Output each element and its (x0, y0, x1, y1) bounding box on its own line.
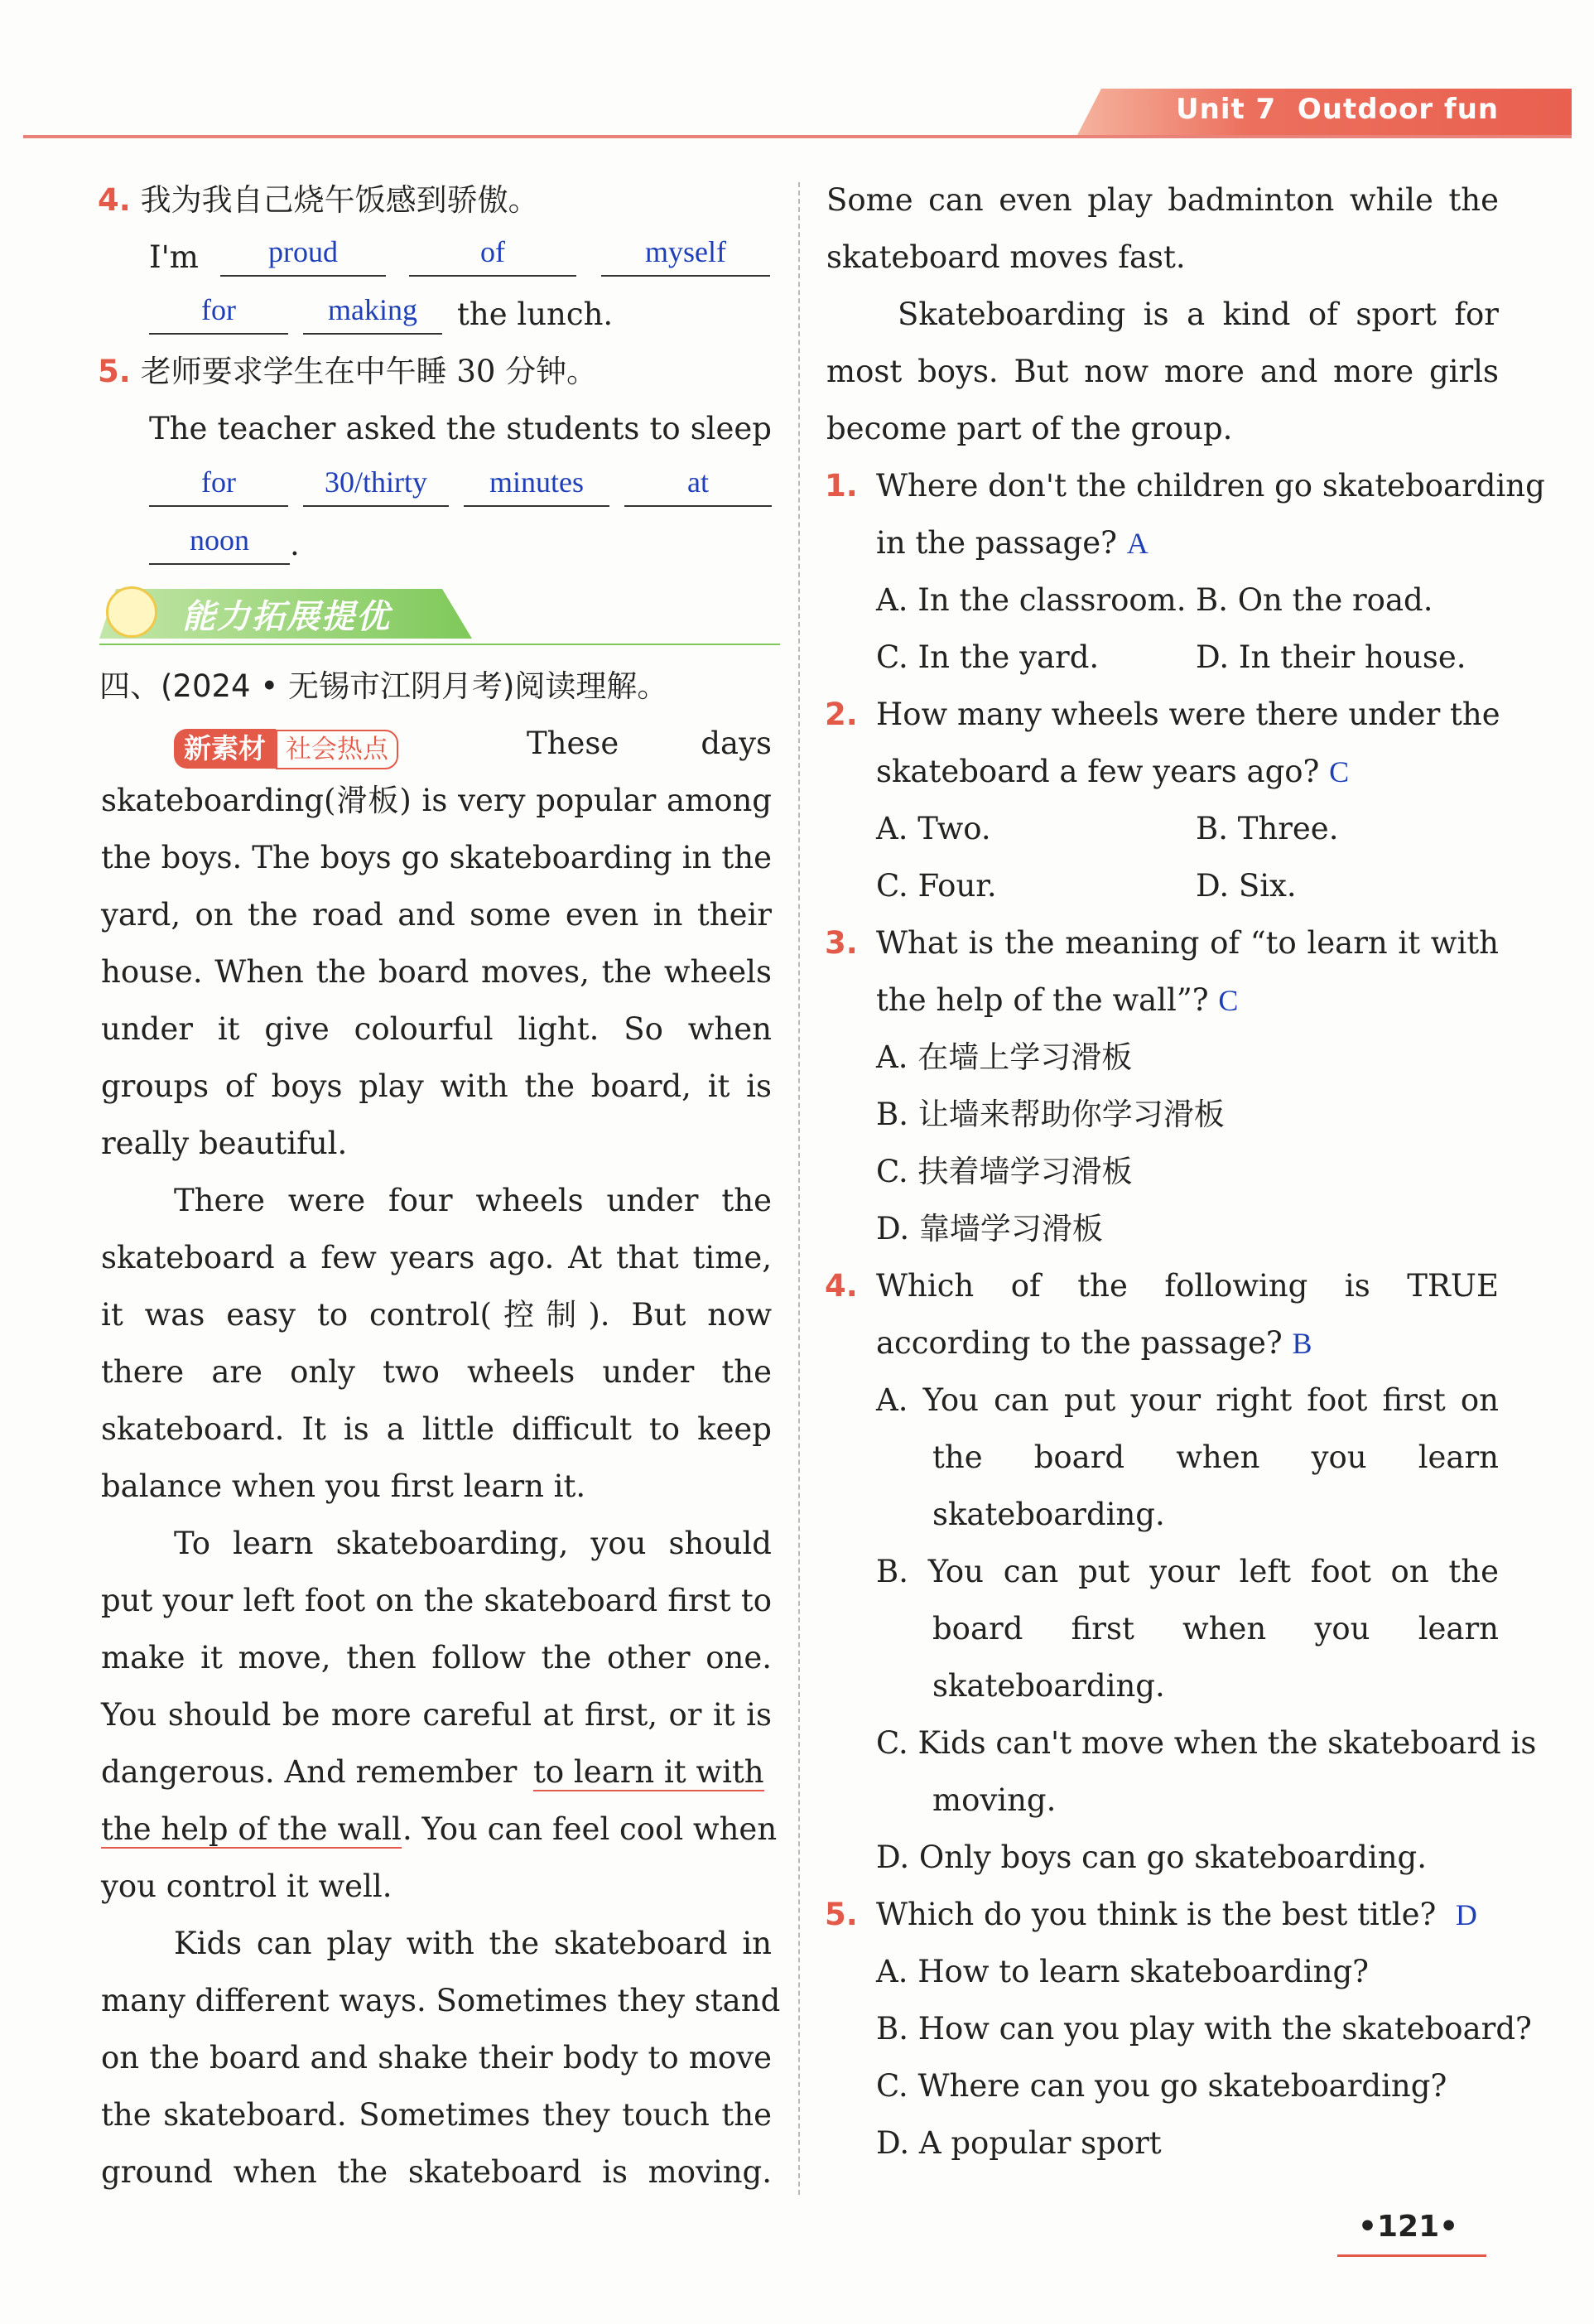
q4-answer-5: making (328, 293, 417, 326)
p4-line-3: on the board and shake their body to move (101, 2040, 772, 2076)
question-5-line-1-text: Which do you think is the best title? (876, 1897, 1437, 1932)
question-3-line-2-text: the help of the wall”? (876, 982, 1209, 1018)
q4-blank-2 (409, 232, 576, 277)
lightbulb-icon (106, 586, 157, 638)
question-3-line-2 (876, 972, 1238, 1029)
q4-answer-2: of (480, 235, 505, 268)
p1-line-4: yard, on the road and some even in their (101, 897, 772, 933)
question-4-option-c-2: moving. (932, 1782, 1057, 1818)
q4-prefix: I'm (149, 239, 199, 275)
q5-zh-text: 老师要求学生在中午睡 30 分钟。 (140, 354, 598, 389)
q4-answer-3: myself (645, 235, 726, 268)
question-2-answer: C (1329, 755, 1350, 788)
question-2-line-1: How many wheels were there under the (876, 697, 1500, 732)
p4-line-1: Kids can play with the skateboard in (174, 1926, 772, 1961)
p3-line-3: make it move, then follow the other one. (101, 1640, 772, 1675)
question-5-option-d: D. A popular sport (876, 2125, 1162, 2161)
question-4-option-a-3: skateboarding. (932, 1497, 1165, 1532)
question-5-option-a: A. How to learn skateboarding? (876, 1954, 1369, 1989)
p3-line-5a: dangerous. And remember (101, 1754, 518, 1790)
question-4-option-d: D. Only boys can go skateboarding. (876, 1839, 1427, 1875)
p1-line-2: skateboarding(滑板) is very popular among (101, 783, 772, 818)
q5-blank-2 (303, 462, 449, 507)
p1-line-3: the boys. The boys go skateboarding in the (101, 840, 772, 875)
unit-title: Outdoor fun (1297, 93, 1500, 126)
question-4-option-c-1: C. Kids can't move when the skateboard is (876, 1725, 1537, 1761)
question-3-option-d: D. 靠墙学习滑板 (876, 1211, 1103, 1246)
question-1-line-2-text: in the passage? (876, 525, 1117, 561)
q4-suffix: the lunch. (457, 297, 614, 332)
question-1-option-d: D. In their house. (1196, 639, 1466, 675)
p5-line-3: become part of the group. (826, 411, 1233, 446)
q5-suffix: . (290, 527, 300, 562)
underlined-phrase-1 (533, 1743, 764, 1801)
unit-header (1176, 93, 1499, 126)
p4-line-4: the skateboard. Sometimes they touch the (101, 2097, 772, 2133)
p5-line-2: most boys. But now more and more girls (826, 354, 1499, 389)
unit-label: Unit 7 (1176, 93, 1277, 126)
question-2-option-b: B. Three. (1196, 811, 1339, 846)
hot-topic-tag: 社会热点 (276, 730, 398, 769)
question-4-line-2-text: according to the passage? (876, 1325, 1283, 1361)
question-1-option-c: C. In the yard. (876, 639, 1100, 675)
question-1-answer: A (1126, 527, 1149, 560)
p3-line-1: To learn skateboarding, you should (174, 1526, 772, 1561)
underlined-phrase-2 (101, 1801, 402, 1858)
p2-line-2: skateboard a few years ago. At that time, (101, 1240, 772, 1275)
q5-blank-4 (624, 462, 772, 507)
question-1-number: 1. (825, 468, 858, 504)
question-4-option-a-2: the board when you learn (932, 1439, 1499, 1475)
question-2-option-a: A. Two. (876, 811, 991, 846)
q4-answer-1: proud (268, 235, 338, 268)
question-4-option-b-1: B. You can put your left foot on the (876, 1554, 1499, 1589)
question-1-option-a: A. In the classroom. (876, 582, 1187, 618)
question-5-option-b: B. How can you play with the skateboard? (876, 2011, 1532, 2047)
q5-blank-3 (464, 462, 609, 507)
question-1-line-1: Where don't the children go skateboarding (876, 468, 1545, 504)
question-2-option-c: C. Four. (876, 868, 997, 904)
question-4-answer: B (1292, 1327, 1312, 1360)
question-2-line-2-text: skateboard a few years ago? (876, 754, 1320, 789)
header-rule (23, 135, 1572, 138)
column-divider (798, 182, 800, 2195)
p2-line-1: There were four wheels under the (174, 1183, 772, 1218)
p4-line-5: ground when the skateboard is moving. (101, 2154, 772, 2190)
p2-line-4: there are only two wheels under the (101, 1354, 772, 1390)
question-1-line-2 (876, 514, 1149, 572)
q5-answer-4: at (687, 465, 709, 499)
question-2-line-2 (876, 743, 1349, 801)
question-3-option-a: A. 在墙上学习滑板 (876, 1039, 1133, 1075)
question-4-option-b-2: board first when you learn (932, 1611, 1499, 1647)
question-4-option-a-1: A. You can put your right foot first on (876, 1382, 1499, 1418)
question-5-line-1 (876, 1886, 1477, 1944)
p5-line-1: Skateboarding is a kind of sport for (898, 297, 1499, 332)
q4-blank-1 (220, 232, 386, 277)
question-3-answer: C (1218, 984, 1239, 1017)
banner-title: 能力拓展提优 (182, 598, 391, 636)
material-tags (174, 719, 398, 776)
p2-line-6: balance when you first learn it. (101, 1468, 586, 1504)
q4-blank-3 (601, 232, 770, 277)
question-4-option-b-3: skateboarding. (932, 1668, 1165, 1704)
q5-answer-1: for (201, 465, 236, 499)
q4-number: 4. (98, 182, 131, 218)
p3-line-6b: . You can feel cool when (402, 1811, 778, 1847)
p3-line-4: You should be more careful at first, or it is (101, 1697, 772, 1733)
q4-zh-text: 我为我自己烧午饭感到骄傲。 (140, 182, 539, 218)
p2-line-3: it was easy to control(控制). But now (101, 1297, 772, 1333)
p2-line-5: skateboard. It is a little difficult to keep (101, 1411, 772, 1447)
q5-prefix: The teacher asked the students to sleep (149, 411, 772, 446)
question-2-number: 2. (825, 697, 858, 732)
underlined-phrase-1-text: to learn it with (533, 1754, 764, 1790)
p4-line-2: many different ways. Sometimes they stand (101, 1983, 781, 2018)
q4-blank-5 (303, 290, 442, 335)
question-3-option-c: C. 扶着墙学习滑板 (876, 1154, 1133, 1189)
p3-line-2: put your left foot on the skateboard first to (101, 1583, 772, 1618)
question-4-line-2 (876, 1314, 1312, 1372)
p1-line-1: These days (527, 726, 772, 761)
question-4-number: 4. (825, 1268, 858, 1304)
question-4-line-1: Which of the following is TRUE (876, 1268, 1499, 1304)
page-number-rule (1337, 2254, 1486, 2257)
p1-line-6: under it give colourful light. So when (101, 1011, 772, 1047)
q5-answer-5: noon (190, 523, 249, 557)
section-heading: 四、(2024 • 无锡市江阴月考)阅读理解。 (99, 668, 668, 704)
new-material-tag: 新素材 (174, 729, 276, 769)
p1-line-7: groups of boys play with the board, it is (101, 1068, 772, 1104)
p4r-line-1: Some can even play badminton while the (826, 182, 1499, 218)
q4-zh (98, 171, 539, 229)
page-number: •121• (1358, 2210, 1459, 2244)
question-3-number: 3. (825, 925, 858, 961)
q5-blank-1 (149, 462, 288, 507)
question-3-option-b: B. 让墙来帮助你学习滑板 (876, 1097, 1225, 1132)
p1-line-5: house. When the board moves, the wheels (101, 954, 772, 990)
q5-blank-5 (149, 520, 290, 565)
question-3-line-1: What is the meaning of “to learn it with (876, 925, 1499, 961)
q5-zh (98, 343, 597, 400)
underlined-phrase-2-text: the help of the wall (101, 1811, 402, 1847)
q5-number: 5. (98, 354, 131, 389)
banner-rule (99, 644, 780, 645)
question-2-option-d: D. Six. (1196, 868, 1297, 904)
question-5-number: 5. (825, 1897, 858, 1932)
q4-answer-4: for (201, 293, 236, 326)
q5-answer-3: minutes (489, 465, 584, 499)
p1-line-8: really beautiful. (101, 1126, 348, 1161)
question-5-answer: D (1455, 1898, 1477, 1931)
q4-blank-4 (149, 290, 288, 335)
q5-answer-2: 30/thirty (325, 465, 427, 499)
p3-line-7: you control it well. (101, 1868, 392, 1904)
question-5-option-c: C. Where can you go skateboarding? (876, 2068, 1447, 2104)
question-1-option-b: B. On the road. (1196, 582, 1433, 618)
p4r-line-2: skateboard moves fast. (826, 239, 1186, 275)
